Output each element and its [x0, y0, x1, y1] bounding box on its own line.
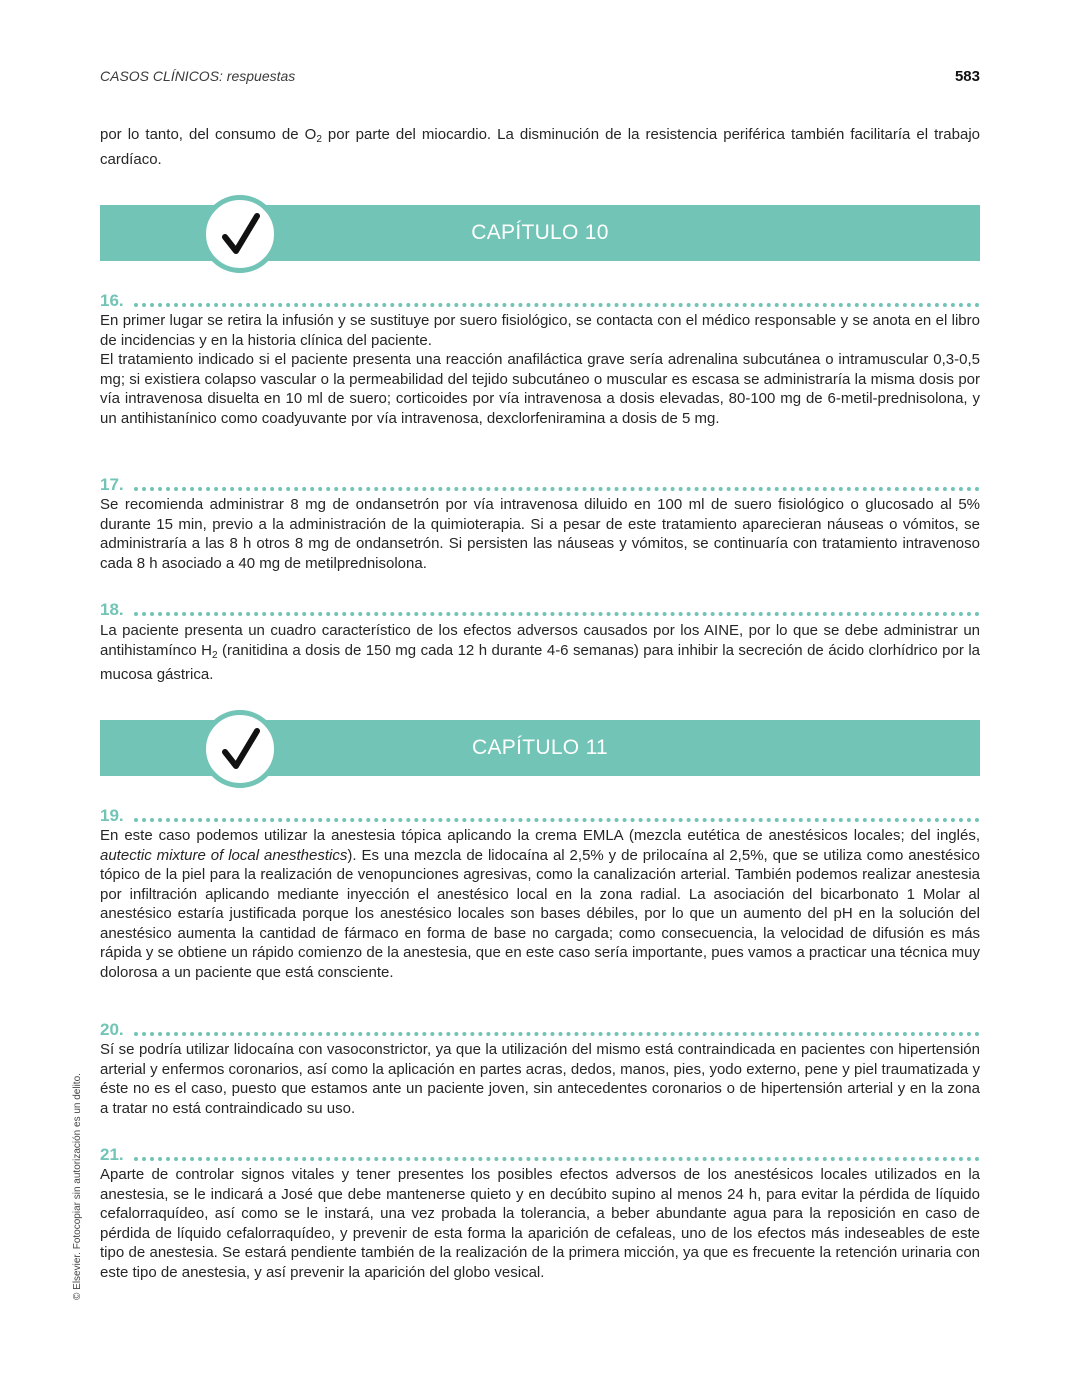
- question-number: 20.: [100, 1020, 124, 1039]
- answer-19: En este caso podemos utilizar la anestesia tópica aplicando la crema EMLA (mezcla eutética de anestésicos locales; del inglés, autectic mixture of local anesthestics). Es una mezcla de lidocaína al 2,5% y de prilocaína al 2,5%, que se utiliza como anestésico tópico de la piel para la realización de venopunciones agresivas, como la canalización arterial. También podemos realizar anestesia por infiltración aplicando mediante inyección el anestésico local en la zona radial. La asociación del bicarbonato 1 Molar al anestésico estaría justificada porque los anestésico locales son bases débiles, por lo que un aumento del pH en la solución del anestésico aumenta la cantidad de fármaco en forma de base no cargada; como consecuencia, la velocidad de difusión es más rápida y se obtiene un rápido comienzo de la anestesia, que en este caso sería importante, pues vamos a practicar una técnica muy dolorosa a un paciente que está consciente.: [100, 827, 981, 981]
- question-heading-16: [100, 290, 980, 312]
- question-heading-21: [100, 1144, 980, 1166]
- answer-16: [100, 311, 980, 428]
- question-number: 18.: [100, 600, 124, 619]
- page-number: 583: [954, 68, 980, 85]
- dotted-rule: [134, 612, 980, 616]
- chapter-title: CAPÍTULO 10: [471, 221, 609, 244]
- answer-20: Sí se podría utilizar lidocaína con vasoconstrictor, ya que la utilización del mismo está contraindicada en pacientes con hipertensión arterial y enfermos coronarios, así como la aplicación en partes acras, dedos, manos, pies, yodo externo, pene y piel traumatizada y éste no es el caso, puesto que estamos ante un paciente joven, sin antecedentes coronarios o de hipertensión arterial y en la zona a tratar no está contraindicado su uso.: [100, 1041, 980, 1117]
- checkmark-icon: [201, 195, 279, 273]
- dotted-rule: [134, 1032, 980, 1036]
- intro-paragraph: por lo tanto, del consumo de $O_2$ por parte del miocardio. La disminución de la resistencia periférica también facilitaría el trabajo cardíaco.: [100, 126, 980, 168]
- question-heading-20: [100, 1019, 980, 1041]
- question-number: 21.: [100, 1145, 124, 1164]
- question-heading-18: [100, 599, 980, 621]
- question-number: 19.: [100, 806, 124, 825]
- question-heading-17: [100, 474, 980, 496]
- answer-16-paragraph-2: El tratamiento indicado si el paciente presenta una reacción anafiláctica grave sería adrenalina subcutánea o intramuscular 0,3-0,5 mg; si existiera colapso vascular o la permeabilidad del tejido subcutáneo o muscular es escasa se administraría la misma dosis por vía intravenosa disuelta en 10 ml de suero; corticoides por vía intravenosa a dosis elevadas, 80-100 mg de 6-metil-prednisolona, y un antihistanínico como coadyuvante por vía intravenosa, dexclorfeniramina a dosis de 5 mg.: [100, 351, 980, 427]
- answer-16-paragraph-1: En primer lugar se retira la infusión y se sustituye por suero fisiológico, se contacta con el médico responsable y se anota en el libro de incidencias y en la historia clínica del paciente.: [100, 312, 980, 349]
- question-number: 16.: [100, 291, 124, 310]
- question-heading-19: [100, 805, 980, 827]
- chapter-title: CAPÍTULO 11: [472, 736, 608, 759]
- answer-18: La paciente presenta un cuadro característico de los efectos adversos causados por los AINE, por lo que se debe administrar un antihistamínco $H_2$ (ranitidina a dosis de 150 mg cada 12 h durante 4-6 semanas) para inhibir la secreción de ácido clorhídrico por la mucosa gástrica.: [100, 622, 981, 683]
- dotted-rule: [134, 303, 980, 307]
- answer-21: Aparte de controlar signos vitales y tener presentes los posibles efectos adversos de los anestésicos locales utilizados en la anestesia, se le indicará a José que debe mantenerse quieto y en decúbito supino al menos 24 h, para evitar la pérdida de líquido cefalorraquídeo, así como se le instará, una vez probada la tolerancia, a beber abundante agua para la reposición en caso de pérdida de líquido cefalorraquídeo, y prevenir de esta forma la aparición de cefaleas, uno de los efectos más indeseables de este tipo de anestesia. Se estará pendiente también de la realización de la primera micción, ya que es frecuente la retención urinaria con este tipo de anestesia, y así prevenir la aparición del globo vesical.: [100, 1166, 980, 1281]
- running-header: CASOS CLÍNICOS: respuestas: [100, 68, 296, 84]
- checkmark-icon: [201, 710, 279, 788]
- copyright-note: © Elsevier. Fotocopiar sin autorización es un delito.: [72, 1073, 83, 1300]
- dotted-rule: [134, 487, 980, 491]
- dotted-rule: [134, 1157, 980, 1161]
- question-number: 17.: [100, 475, 124, 494]
- dotted-rule: [134, 818, 980, 822]
- answer-17: Se recomienda administrar 8 mg de ondansetrón por vía intravenosa diluido en 100 ml de suero fisiológico o glucosado al 5% durante 15 min, previo a la administración de la quimioterapia. Si a pesar de este tratamiento aparecieran náuseas o vómitos, se administraría a las 8 h otros 8 mg de ondansetrón. Si persisten las náuseas y vómitos, se continuaría con tratamiento intravenoso cada 8 h asociado a 40 mg de metilprednisolona.: [100, 496, 980, 572]
